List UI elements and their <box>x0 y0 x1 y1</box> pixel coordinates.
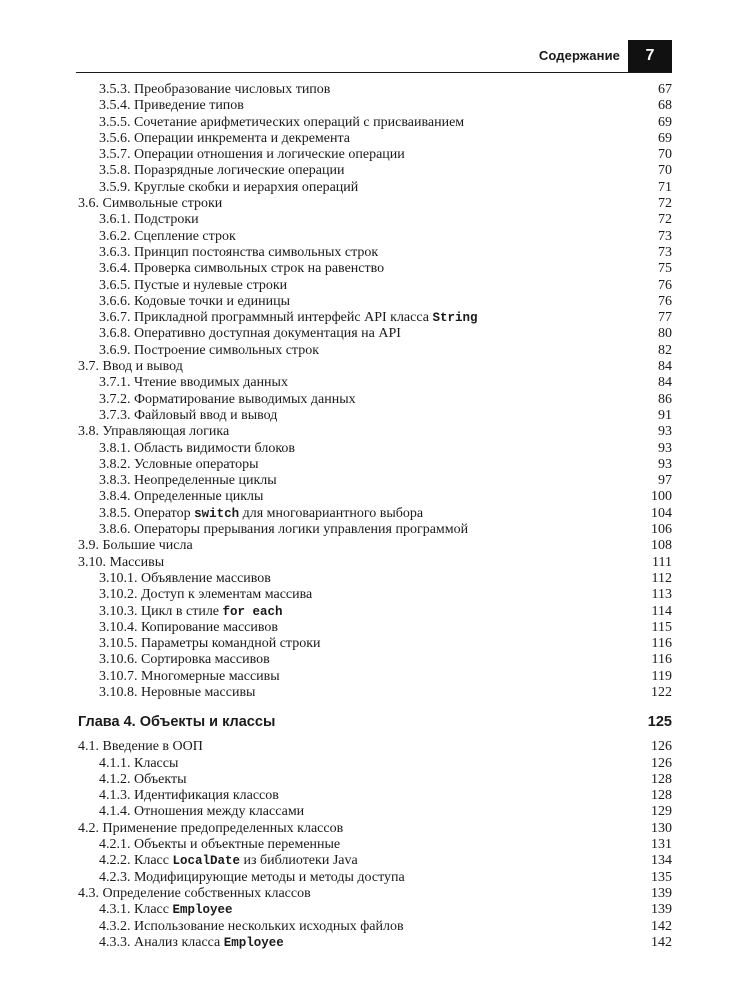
page-number: 7 <box>628 40 672 72</box>
title-text: 4.1.1. Классы <box>99 755 179 771</box>
title-text: 3.10.4. Копирование массивов <box>99 619 278 635</box>
toc-subsection <box>78 587 672 603</box>
toc-page-number: 73 <box>658 244 672 260</box>
toc-page-number: 115 <box>651 619 672 635</box>
title-text: 3.6.3. Принцип постоянства символьных строк <box>99 244 379 260</box>
toc-entry-title <box>99 326 401 342</box>
toc-subsection <box>78 669 672 685</box>
title-text: 3.10.6. Сортировка массивов <box>99 652 270 668</box>
toc-subsection <box>78 935 672 951</box>
title-text: 3.10. Массивы <box>78 554 165 570</box>
toc-page-number: 80 <box>658 326 672 342</box>
title-text: 3.10.5. Параметры командной строки <box>99 636 321 652</box>
toc-page-number: 116 <box>651 652 672 668</box>
toc-entry-title <box>99 522 468 538</box>
toc-entry-title <box>99 278 287 294</box>
title-text: 4.2.1. Объекты и объектные переменные <box>99 837 341 853</box>
code-term: String <box>432 311 478 326</box>
title-text: 3.6.8. Оперативно доступная документация на API <box>99 326 401 342</box>
toc-entry-title <box>99 837 340 853</box>
toc-subsection <box>78 919 672 935</box>
toc-entry-title <box>99 163 344 179</box>
toc-entry-title <box>99 636 321 652</box>
toc-subsection <box>78 278 672 294</box>
title-text: 3.6.2. Сцепление строк <box>99 228 236 244</box>
toc-subsection <box>78 212 672 228</box>
toc-entry-title <box>78 707 275 737</box>
toc-page-number: 68 <box>658 98 672 114</box>
toc-entry-title <box>78 196 222 212</box>
toc-subsection <box>78 131 672 147</box>
toc-entry-title <box>99 375 288 391</box>
toc-entry-title <box>99 506 423 522</box>
toc-section <box>78 424 672 440</box>
toc-page-number: 114 <box>651 603 672 619</box>
toc-subsection <box>78 652 672 668</box>
toc-entry-title <box>99 310 477 326</box>
code-term: Employee <box>223 935 284 950</box>
toc-subsection <box>78 902 672 918</box>
toc-subsection <box>78 82 672 98</box>
toc-page-number: 108 <box>651 538 672 554</box>
toc-entry-title <box>99 343 319 359</box>
toc-entry-title <box>99 571 271 587</box>
toc-entry-title <box>78 538 193 554</box>
title-text: 3.6.9. Построение символьных строк <box>99 342 320 358</box>
title-text: 3.6.6. Кодовые точки и единицы <box>99 293 291 309</box>
title-text: 3.5.6. Операции инкремента и декремента <box>99 130 350 146</box>
title-text: из библиотеки Java <box>239 853 358 869</box>
title-text: 3.5.5. Сочетание арифметических операций с присваиванием <box>99 114 465 130</box>
toc-subsection <box>78 310 672 326</box>
toc-page-number: 142 <box>651 918 672 934</box>
title-text: 3.8. Управляющая логика <box>78 424 230 440</box>
toc-subsection <box>78 506 672 522</box>
toc-entry-title <box>99 652 270 668</box>
title-text: 3.10.1. Объявление массивов <box>99 570 271 586</box>
toc-page-number: 134 <box>651 853 672 869</box>
title-text: 4.2.3. Модифицирующие методы и методы доступа <box>99 869 405 885</box>
title-text: 3.6.5. Пустые и нулевые строки <box>99 277 288 293</box>
title-text: 3.6.7. Прикладной программный интерфейс API класса <box>99 310 433 326</box>
toc-page-number: 126 <box>651 739 672 755</box>
toc-subsection <box>78 180 672 196</box>
toc-section <box>78 821 672 837</box>
toc-page-number: 93 <box>658 440 672 456</box>
toc-subsection <box>78 636 672 652</box>
toc-page-number: 97 <box>658 473 672 489</box>
toc-page-number: 76 <box>658 293 672 309</box>
toc-page-number: 139 <box>651 885 672 901</box>
title-text: 4.3.3. Анализ класса <box>99 934 224 950</box>
title-text: 3.7.3. Файловый ввод и вывод <box>99 407 278 423</box>
title-text: 3.6.1. Подстроки <box>99 212 199 228</box>
toc-entry-title <box>99 245 378 261</box>
title-text: 4.2.2. Класс <box>99 853 173 869</box>
toc-page-number: 93 <box>658 456 672 472</box>
toc-chapter <box>78 707 672 737</box>
toc-subsection <box>78 457 672 473</box>
toc-entry-title <box>99 115 464 131</box>
toc-entry-title <box>99 870 405 886</box>
title-text: 3.8.6. Операторы прерывания логики управления программой <box>99 522 469 538</box>
toc-page-number: 122 <box>651 684 672 700</box>
toc-entry-title <box>78 886 311 902</box>
toc-entry-title <box>99 620 278 636</box>
toc-subsection <box>78 620 672 636</box>
toc-subsection <box>78 392 672 408</box>
toc-entry-title <box>99 212 199 228</box>
toc-page-number: 126 <box>651 755 672 771</box>
title-text: 4.1.4. Отношения между классами <box>99 804 305 820</box>
toc-entry-title <box>99 457 259 473</box>
toc-subsection <box>78 685 672 701</box>
toc-page-number: 142 <box>651 934 672 950</box>
toc-page-number: 72 <box>658 212 672 228</box>
title-text: 4.1.2. Объекты <box>99 771 187 787</box>
toc-subsection <box>78 326 672 342</box>
toc-page-number: 72 <box>658 196 672 212</box>
toc-subsection <box>78 115 672 131</box>
toc-page-number: 82 <box>658 342 672 358</box>
toc-subsection <box>78 522 672 538</box>
toc-page-number: 71 <box>658 179 672 195</box>
toc-subsection <box>78 441 672 457</box>
title-text: 3.8.3. Неопределенные циклы <box>99 473 277 489</box>
title-text: 3.10.7. Многомерные массивы <box>99 668 280 684</box>
toc-page-number: 86 <box>658 391 672 407</box>
toc-section <box>78 555 672 571</box>
toc-page-number: 76 <box>658 277 672 293</box>
title-text: 3.7.1. Чтение вводимых данных <box>99 375 288 391</box>
toc-subsection <box>78 163 672 179</box>
toc-entry-title <box>78 424 229 440</box>
toc-entry-title <box>99 489 263 505</box>
toc-entry-title <box>99 82 330 98</box>
toc-entry-title <box>99 294 290 310</box>
title-text: 4.1. Введение в ООП <box>78 739 203 755</box>
toc-page-number: 106 <box>651 522 672 538</box>
toc-entry-title <box>78 821 343 837</box>
toc-section <box>78 196 672 212</box>
header-title: Содержание <box>538 48 620 63</box>
toc-entry-title <box>99 147 405 163</box>
toc-entry-title <box>99 261 384 277</box>
title-text: 3.7.2. Форматирование выводимых данных <box>99 391 356 407</box>
toc-subsection <box>78 571 672 587</box>
toc-page-number: 113 <box>651 587 672 603</box>
toc-subsection <box>78 473 672 489</box>
title-text: 4.3. Определение собственных классов <box>78 885 311 901</box>
toc-entry-title <box>99 902 232 918</box>
toc-page-number: 112 <box>651 570 672 586</box>
toc-subsection <box>78 853 672 869</box>
toc-subsection <box>78 408 672 424</box>
toc-entry-title <box>99 788 279 804</box>
toc-page-number: 77 <box>658 310 672 326</box>
toc-page-number: 125 <box>647 714 672 731</box>
title-text: 3.6.4. Проверка символьных строк на равенство <box>99 261 385 277</box>
toc-entry-title <box>99 935 284 951</box>
toc-page-number: 128 <box>651 771 672 787</box>
title-text: Глава 4. Объекты и классы <box>78 714 276 731</box>
toc-page-number: 69 <box>658 114 672 130</box>
title-text: 3.8.2. Условные операторы <box>99 456 259 472</box>
code-term: Employee <box>172 903 233 918</box>
toc-page-number: 128 <box>651 788 672 804</box>
toc-entry-title <box>78 359 183 375</box>
toc-subsection <box>78 756 672 772</box>
table-of-contents <box>78 82 672 951</box>
toc-subsection <box>78 788 672 804</box>
toc-page-number: 84 <box>658 359 672 375</box>
toc-page-number: 104 <box>651 505 672 521</box>
toc-entry-title <box>99 804 304 820</box>
toc-page-number: 70 <box>658 163 672 179</box>
title-text: 4.3.2. Использование нескольких исходных файлов <box>99 918 404 934</box>
title-text: 3.10.3. Цикл в стиле <box>99 603 223 619</box>
toc-entry-title <box>99 772 186 788</box>
toc-page-number: 119 <box>651 668 672 684</box>
toc-subsection <box>78 147 672 163</box>
title-text: 3.5.9. Круглые скобки и иерархия операций <box>99 179 359 195</box>
toc-entry-title <box>99 473 277 489</box>
toc-entry-title <box>99 229 236 245</box>
toc-entry-title <box>78 739 203 755</box>
toc-subsection <box>78 294 672 310</box>
toc-page-number: 91 <box>658 407 672 423</box>
toc-page-number: 73 <box>658 228 672 244</box>
toc-entry-title <box>99 441 295 457</box>
title-text: 3.5.4. Приведение типов <box>99 98 244 114</box>
title-text: 3.7. Ввод и вывод <box>78 359 183 375</box>
toc-page-number: 131 <box>651 837 672 853</box>
toc-page-number: 129 <box>651 804 672 820</box>
toc-subsection <box>78 804 672 820</box>
toc-subsection <box>78 375 672 391</box>
code-term: for each <box>222 604 283 619</box>
toc-section <box>78 739 672 755</box>
toc-entry-title <box>99 98 244 114</box>
title-text: 4.2. Применение предопределенных классов <box>78 820 344 836</box>
toc-entry-title <box>99 587 312 603</box>
toc-entry-title <box>99 853 358 869</box>
toc-subsection <box>78 261 672 277</box>
toc-page-number: 70 <box>658 147 672 163</box>
title-text: 3.5.7. Операции отношения и логические операции <box>99 147 405 163</box>
toc-subsection <box>78 489 672 505</box>
title-text: 3.6. Символьные строки <box>78 196 223 212</box>
running-header <box>76 40 672 73</box>
toc-entry-title <box>99 685 255 701</box>
toc-entry-title <box>99 408 277 424</box>
toc-entry-title <box>78 555 164 571</box>
toc-entry-title <box>99 604 283 620</box>
toc-entry-title <box>99 392 356 408</box>
title-text: 3.8.5. Оператор <box>99 505 195 521</box>
title-text: 3.5.3. Преобразование числовых типов <box>99 82 331 97</box>
toc-subsection <box>78 772 672 788</box>
title-text: 4.3.1. Класс <box>99 902 173 918</box>
toc-subsection <box>78 245 672 261</box>
toc-section <box>78 359 672 375</box>
title-text: для многовариантного выбора <box>239 505 424 521</box>
toc-page-number: 93 <box>658 424 672 440</box>
toc-entry-title <box>99 180 358 196</box>
toc-subsection <box>78 837 672 853</box>
toc-section <box>78 886 672 902</box>
title-text: 3.9. Большие числа <box>78 538 193 554</box>
toc-page-number: 100 <box>651 489 672 505</box>
title-text: 3.10.2. Доступ к элементам массива <box>99 587 313 603</box>
toc-page-number: 111 <box>652 554 672 570</box>
code-term: switch <box>194 506 240 521</box>
toc-subsection <box>78 98 672 114</box>
toc-subsection <box>78 343 672 359</box>
toc-entry-title <box>99 669 280 685</box>
toc-entry-title <box>99 919 404 935</box>
toc-entry-title <box>99 756 178 772</box>
toc-page-number: 116 <box>651 636 672 652</box>
title-text: 4.1.3. Идентификация классов <box>99 788 279 804</box>
toc-entry-title <box>99 131 350 147</box>
toc-subsection <box>78 604 672 620</box>
title-text: 3.5.8. Поразрядные логические операции <box>99 163 345 179</box>
toc-page-number: 130 <box>651 820 672 836</box>
code-term: LocalDate <box>172 854 240 869</box>
toc-page-number: 139 <box>651 902 672 918</box>
title-text: 3.10.8. Неровные массивы <box>99 684 256 700</box>
toc-page-number: 75 <box>658 261 672 277</box>
toc-page-number: 135 <box>651 869 672 885</box>
title-text: 3.8.4. Определенные циклы <box>99 489 264 505</box>
toc-subsection <box>78 229 672 245</box>
toc-page-number: 84 <box>658 375 672 391</box>
toc-subsection <box>78 870 672 886</box>
title-text: 3.8.1. Область видимости блоков <box>99 440 296 456</box>
toc-page-number: 69 <box>658 130 672 146</box>
toc-page-number: 67 <box>658 82 672 97</box>
toc-section <box>78 538 672 554</box>
